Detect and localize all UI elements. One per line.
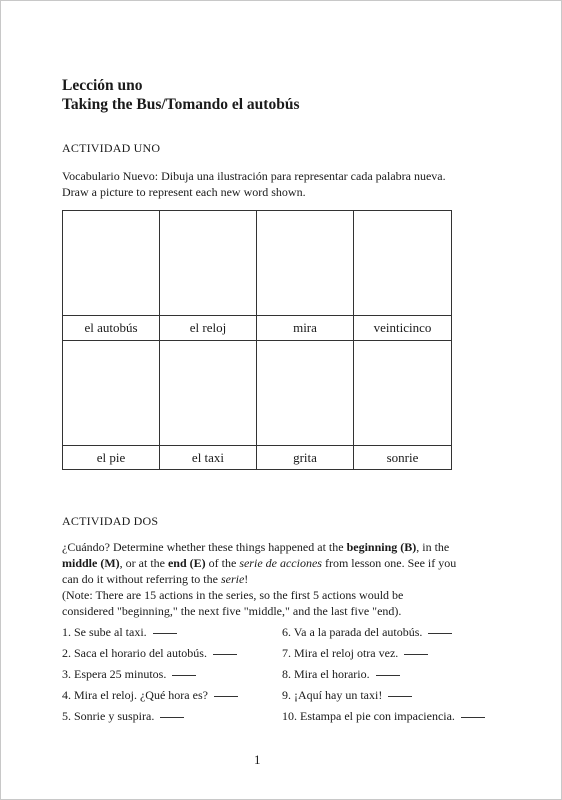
activity-1-heading: ACTIVIDAD UNO bbox=[62, 141, 161, 155]
word-cell bbox=[62, 445, 160, 470]
item-text: 5. Sonrie y suspira. bbox=[62, 709, 155, 723]
title-line-1: Lección uno bbox=[62, 77, 143, 94]
answer-blank[interactable] bbox=[376, 675, 400, 676]
drawing-box[interactable] bbox=[256, 340, 354, 446]
instruction-text: can do it without referring to the bbox=[62, 572, 221, 586]
word-label: el taxi bbox=[191, 450, 225, 465]
word-cell bbox=[256, 445, 354, 470]
drawing-box[interactable] bbox=[353, 210, 452, 316]
instruction-text: from lesson one. See if you bbox=[321, 556, 457, 570]
instruction-spanish: Vocabulario Nuevo: Dibuja una ilustración para representar cada palabra nueva. bbox=[62, 169, 446, 183]
list-item bbox=[282, 646, 428, 661]
item-text: 9. ¡Aquí hay un taxi! bbox=[282, 688, 383, 702]
item-text: 6. Va a la parada del autobús. bbox=[282, 625, 423, 639]
word-label: el autobús bbox=[84, 320, 138, 335]
drawing-box[interactable] bbox=[256, 210, 354, 316]
instruction-text: ¿Cuándo? Determine whether these things happened at the bbox=[62, 540, 347, 554]
instruction-line bbox=[62, 539, 512, 555]
word-label: veinticinco bbox=[373, 320, 432, 335]
list-item bbox=[62, 646, 237, 661]
item-text: 10. Estampa el pie con impaciencia. bbox=[282, 709, 455, 723]
page-number: 1 bbox=[254, 752, 261, 767]
list-item bbox=[62, 625, 177, 640]
instruction-note: considered "beginning," the next five "middle," and the last five "end). bbox=[62, 604, 402, 618]
instruction-bold: middle (M) bbox=[62, 556, 120, 570]
list-item bbox=[62, 709, 184, 724]
title-line-2: Taking the Bus/Tomando el autobús bbox=[62, 96, 300, 113]
instruction-note: (Note: There are 15 actions in the series, so the first 5 actions would be bbox=[62, 588, 404, 602]
instruction-text: ! bbox=[244, 572, 249, 586]
instruction-text: , in the bbox=[416, 540, 450, 554]
word-label: mira bbox=[293, 320, 317, 335]
answer-blank[interactable] bbox=[213, 654, 237, 655]
answer-blank[interactable] bbox=[172, 675, 196, 676]
instruction-bold: beginning (B) bbox=[346, 540, 417, 554]
answer-blank[interactable] bbox=[388, 696, 412, 697]
instruction-italic: serie bbox=[220, 572, 245, 586]
word-cell bbox=[62, 315, 160, 341]
instruction-line bbox=[62, 555, 512, 571]
word-cell bbox=[353, 315, 452, 341]
word-label: el reloj bbox=[189, 320, 227, 335]
list-item bbox=[282, 667, 400, 682]
word-cell bbox=[256, 315, 354, 341]
word-cell bbox=[353, 445, 452, 470]
activity-2-heading: ACTIVIDAD DOS bbox=[62, 514, 159, 528]
activity-2-instructions bbox=[62, 539, 512, 619]
item-text: 2. Saca el horario del autobús. bbox=[62, 646, 207, 660]
answer-blank[interactable] bbox=[153, 633, 177, 634]
instruction-bold: end (E) bbox=[167, 556, 206, 570]
item-text: 3. Espera 25 minutos. bbox=[62, 667, 167, 681]
activity-1-instructions bbox=[62, 168, 502, 200]
answer-blank[interactable] bbox=[461, 717, 485, 718]
word-cell bbox=[159, 315, 257, 341]
list-item bbox=[62, 667, 196, 682]
answer-blank[interactable] bbox=[404, 654, 428, 655]
list-item bbox=[282, 688, 412, 703]
instruction-text: , or at the bbox=[119, 556, 168, 570]
drawing-box[interactable] bbox=[353, 340, 452, 446]
word-label: grita bbox=[293, 450, 317, 465]
item-text: 7. Mira el reloj otra vez. bbox=[282, 646, 399, 660]
list-item bbox=[62, 688, 238, 703]
list-item bbox=[282, 709, 485, 724]
answer-blank[interactable] bbox=[428, 633, 452, 634]
instruction-italic: serie de acciones bbox=[239, 556, 322, 570]
answer-blank[interactable] bbox=[160, 717, 184, 718]
word-label: sonrie bbox=[386, 450, 419, 465]
drawing-box[interactable] bbox=[159, 340, 257, 446]
word-label: el pie bbox=[96, 450, 126, 465]
instruction-text: of the bbox=[205, 556, 240, 570]
drawing-box[interactable] bbox=[62, 340, 160, 446]
drawing-box[interactable] bbox=[159, 210, 257, 316]
page-title bbox=[62, 76, 299, 114]
word-cell bbox=[159, 445, 257, 470]
item-text: 4. Mira el reloj. ¿Qué hora es? bbox=[62, 688, 208, 702]
drawing-box[interactable] bbox=[62, 210, 160, 316]
item-text: 1. Se sube al taxi. bbox=[62, 625, 147, 639]
answer-blank[interactable] bbox=[214, 696, 238, 697]
list-item bbox=[282, 625, 452, 640]
instruction-english: Draw a picture to represent each new word shown. bbox=[62, 185, 306, 199]
instruction-line bbox=[62, 571, 512, 587]
item-text: 8. Mira el horario. bbox=[282, 667, 370, 681]
